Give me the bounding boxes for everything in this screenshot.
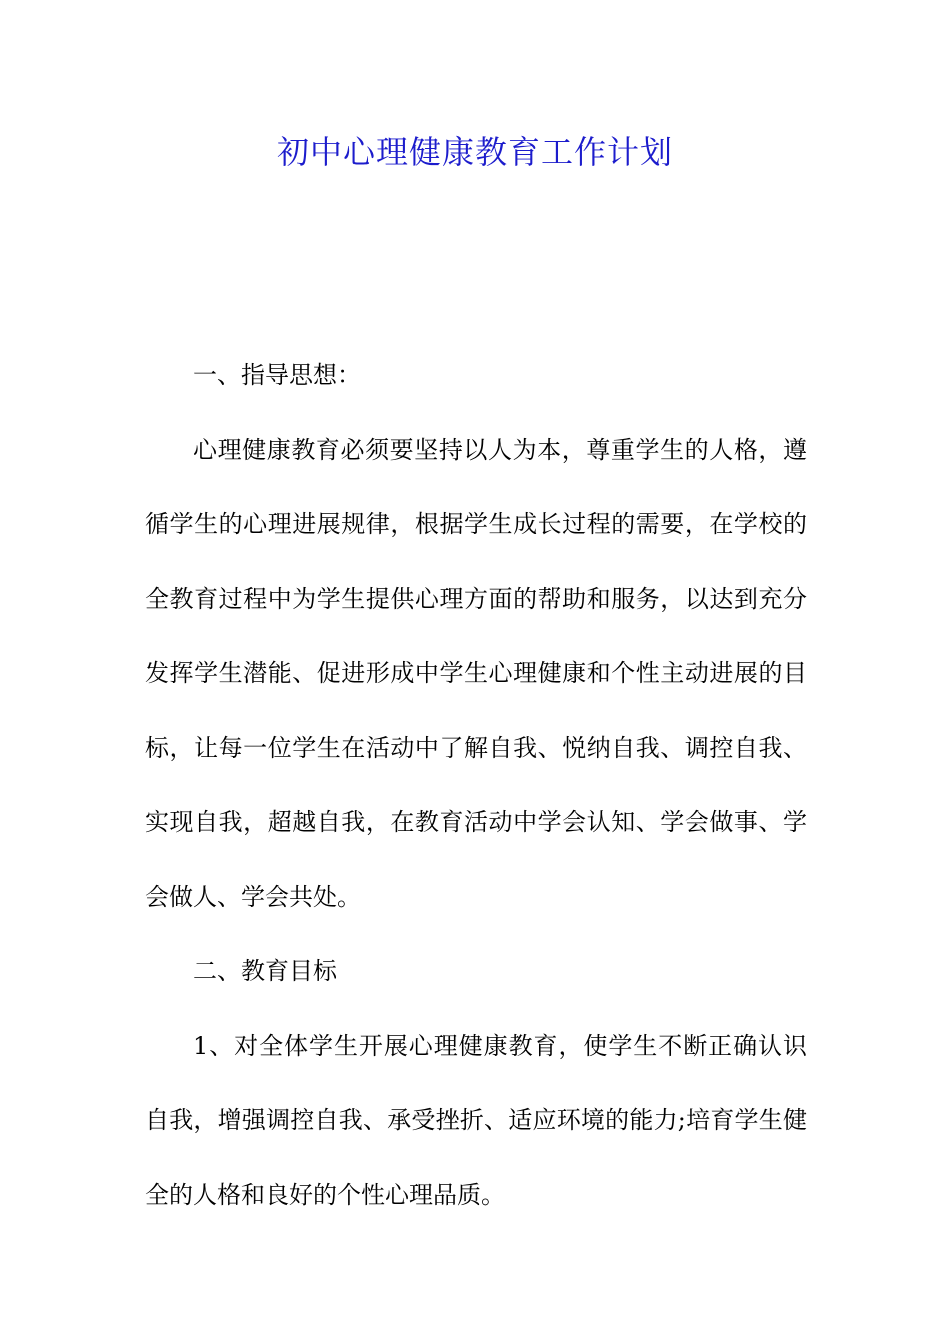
- document-title: 初中心理健康教育工作计划: [276, 133, 673, 171]
- section-heading-guiding-ideology: 一、指导思想：: [193, 361, 361, 389]
- document-body: [145, 338, 807, 1232]
- paragraph-goal-1: 1、对全体学生开展心理健康教育，使学生不断正确认识自我，增强调控自我、承受挫折、适应环境的能力;培育学生健全的人格和良好的个性心理品质。: [145, 1031, 807, 1209]
- paragraph-guiding-ideology: 心理健康教育必须要坚持以人为本，尊重学生的人格，遵循学生的心理进展规律，根据学生成长过程的需要，在学校的全教育过程中为学生提供心理方面的帮助和服务，以达到充分发挥学生潜能、促进形成中学生心理健康和个性主动进展的目标，让每一位学生在活动中了解自我、悦纳自我、调控自我、实现自我，超越自我，在教育活动中学会认知、学会做事、学会做人、学会共处。: [145, 435, 807, 911]
- section-heading-education-goals: 二、教育目标: [193, 957, 337, 985]
